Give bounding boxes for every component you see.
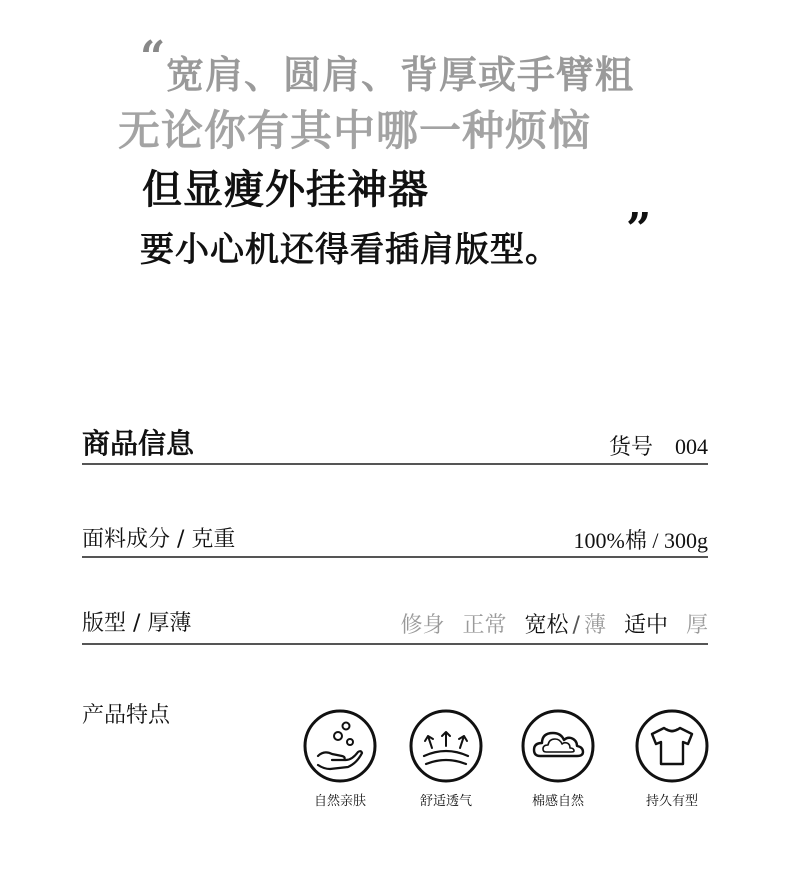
feature-label: 舒适透气 bbox=[419, 794, 472, 809]
feature-label: 自然亲肤 bbox=[313, 794, 366, 809]
quote-line-3: 但显瘦外挂神器 bbox=[142, 167, 429, 213]
fabric-value: 100%棉 / 300g bbox=[573, 528, 708, 553]
sku bbox=[609, 430, 708, 461]
feature-label: 持久有型 bbox=[645, 794, 698, 809]
fit-label: 版型 / 厚薄 bbox=[82, 611, 192, 636]
open-quote-mark: “ bbox=[140, 32, 166, 83]
sku-label: 货号 bbox=[608, 435, 653, 460]
thickness-option-medium: 适中 bbox=[623, 613, 668, 638]
info-title: 商品信息 bbox=[82, 427, 195, 460]
feature-item bbox=[622, 708, 722, 809]
features-label: 产品特点 bbox=[82, 703, 171, 728]
divider-fit bbox=[82, 643, 708, 645]
fabric-label: 面料成分 / 克重 bbox=[82, 527, 236, 552]
quote-block bbox=[0, 0, 790, 290]
fit-option-slim: 修身 bbox=[400, 613, 445, 638]
quote-line-4: 要小心机还得看插肩版型。 bbox=[140, 230, 560, 270]
fit-option-loose: 宽松 bbox=[524, 613, 569, 638]
fit-options bbox=[400, 608, 708, 639]
cloud-icon bbox=[520, 708, 596, 784]
close-quote-mark: ” bbox=[626, 204, 652, 255]
sku-value: 004 bbox=[675, 434, 708, 459]
fit-option-regular: 正常 bbox=[462, 613, 507, 638]
breathable-arrows-icon bbox=[408, 708, 484, 784]
thickness-option-thick: 厚 bbox=[685, 613, 708, 638]
thickness-option-thin: 薄 bbox=[583, 613, 606, 638]
quote-line-1: 宽肩、圆肩、背厚或手臂粗 bbox=[166, 53, 635, 97]
info-header-row bbox=[82, 422, 708, 462]
tshirt-icon bbox=[634, 708, 710, 784]
divider-info bbox=[82, 463, 708, 465]
divider-fabric bbox=[82, 556, 708, 558]
fit-separator: / bbox=[572, 613, 580, 638]
feature-item bbox=[290, 708, 390, 809]
fit-row bbox=[82, 606, 708, 640]
feature-item bbox=[508, 708, 608, 809]
hand-bubbles-icon bbox=[302, 708, 378, 784]
quote-line-2: 无论你有其中哪一种烦恼 bbox=[118, 106, 592, 155]
feature-item bbox=[396, 708, 496, 809]
fabric-row bbox=[82, 522, 708, 556]
feature-icons bbox=[290, 708, 730, 818]
feature-label: 棉感自然 bbox=[531, 794, 584, 809]
